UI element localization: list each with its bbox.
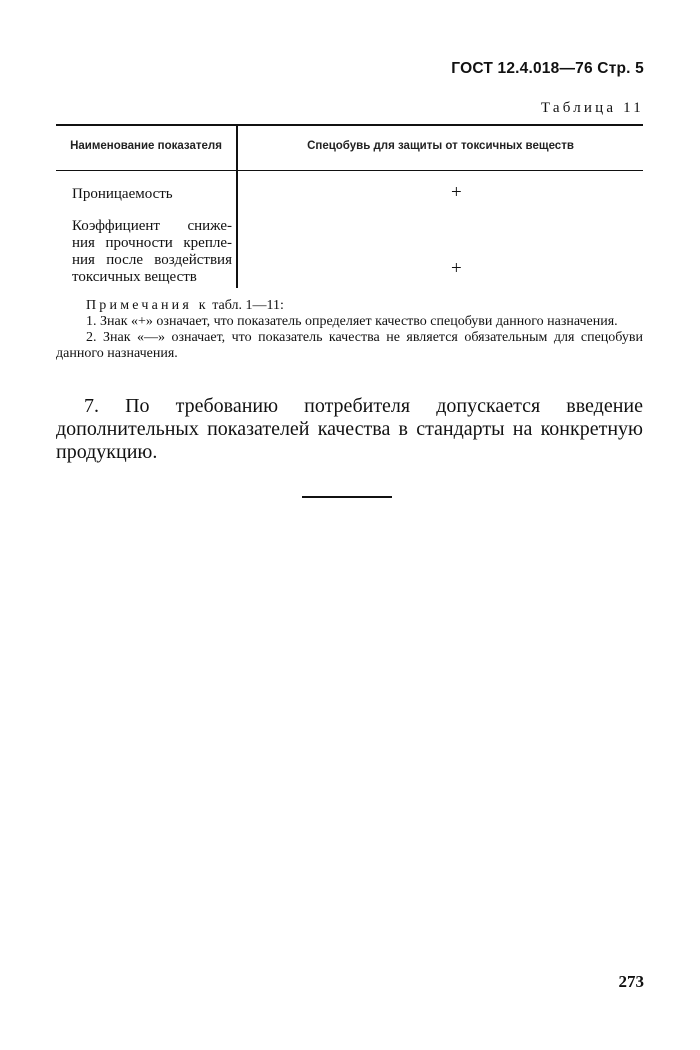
table-row-strength-coefficient-value: +	[451, 258, 462, 279]
table-notes	[56, 298, 643, 362]
table-cell-line: Коэффициент сниже-	[72, 218, 232, 234]
notes-title	[56, 298, 643, 314]
table-header-footwear-toxic: Спецобувь для защиты от токсичных веществ	[307, 140, 574, 152]
section-divider	[302, 496, 392, 498]
note-item: 1. Знак «+» означает, что показатель определяет качество спецобуви данного назначения.	[86, 314, 618, 329]
body-paragraph: 7. По требованию потребителя допускается введение дополнительных показателей качества в стандарты на конкретную продукцию.	[56, 395, 643, 463]
table-header-indicator-name: Наименование показателя	[70, 140, 222, 152]
table-top-rule	[56, 124, 643, 126]
page-header: ГОСТ 12.4.018—76 Стр. 5	[451, 60, 644, 77]
table-label: Таблица 11	[540, 100, 644, 116]
indicator-table	[56, 124, 643, 288]
table-cell-line: ния после воздействия	[72, 252, 232, 268]
notes-title-rest: табл. 1—11:	[208, 298, 284, 313]
table-row-strength-coefficient-name	[72, 218, 232, 286]
table-header-rule	[56, 170, 643, 171]
table-row-permeability-value: +	[451, 182, 462, 203]
table-cell-line: ния прочности крепле-	[72, 235, 232, 251]
note-item: 2. Знак «—» означает, что показатель качества не является обязательным для спецобуви данного назначения.	[56, 330, 643, 361]
notes-title-spaced: Примечания к	[86, 298, 209, 313]
table-row-permeability-name	[72, 186, 232, 203]
page-number: 273	[618, 972, 644, 991]
table-cell-line: Проницаемость	[72, 186, 173, 202]
table-cell-line: токсичных веществ	[72, 269, 197, 285]
